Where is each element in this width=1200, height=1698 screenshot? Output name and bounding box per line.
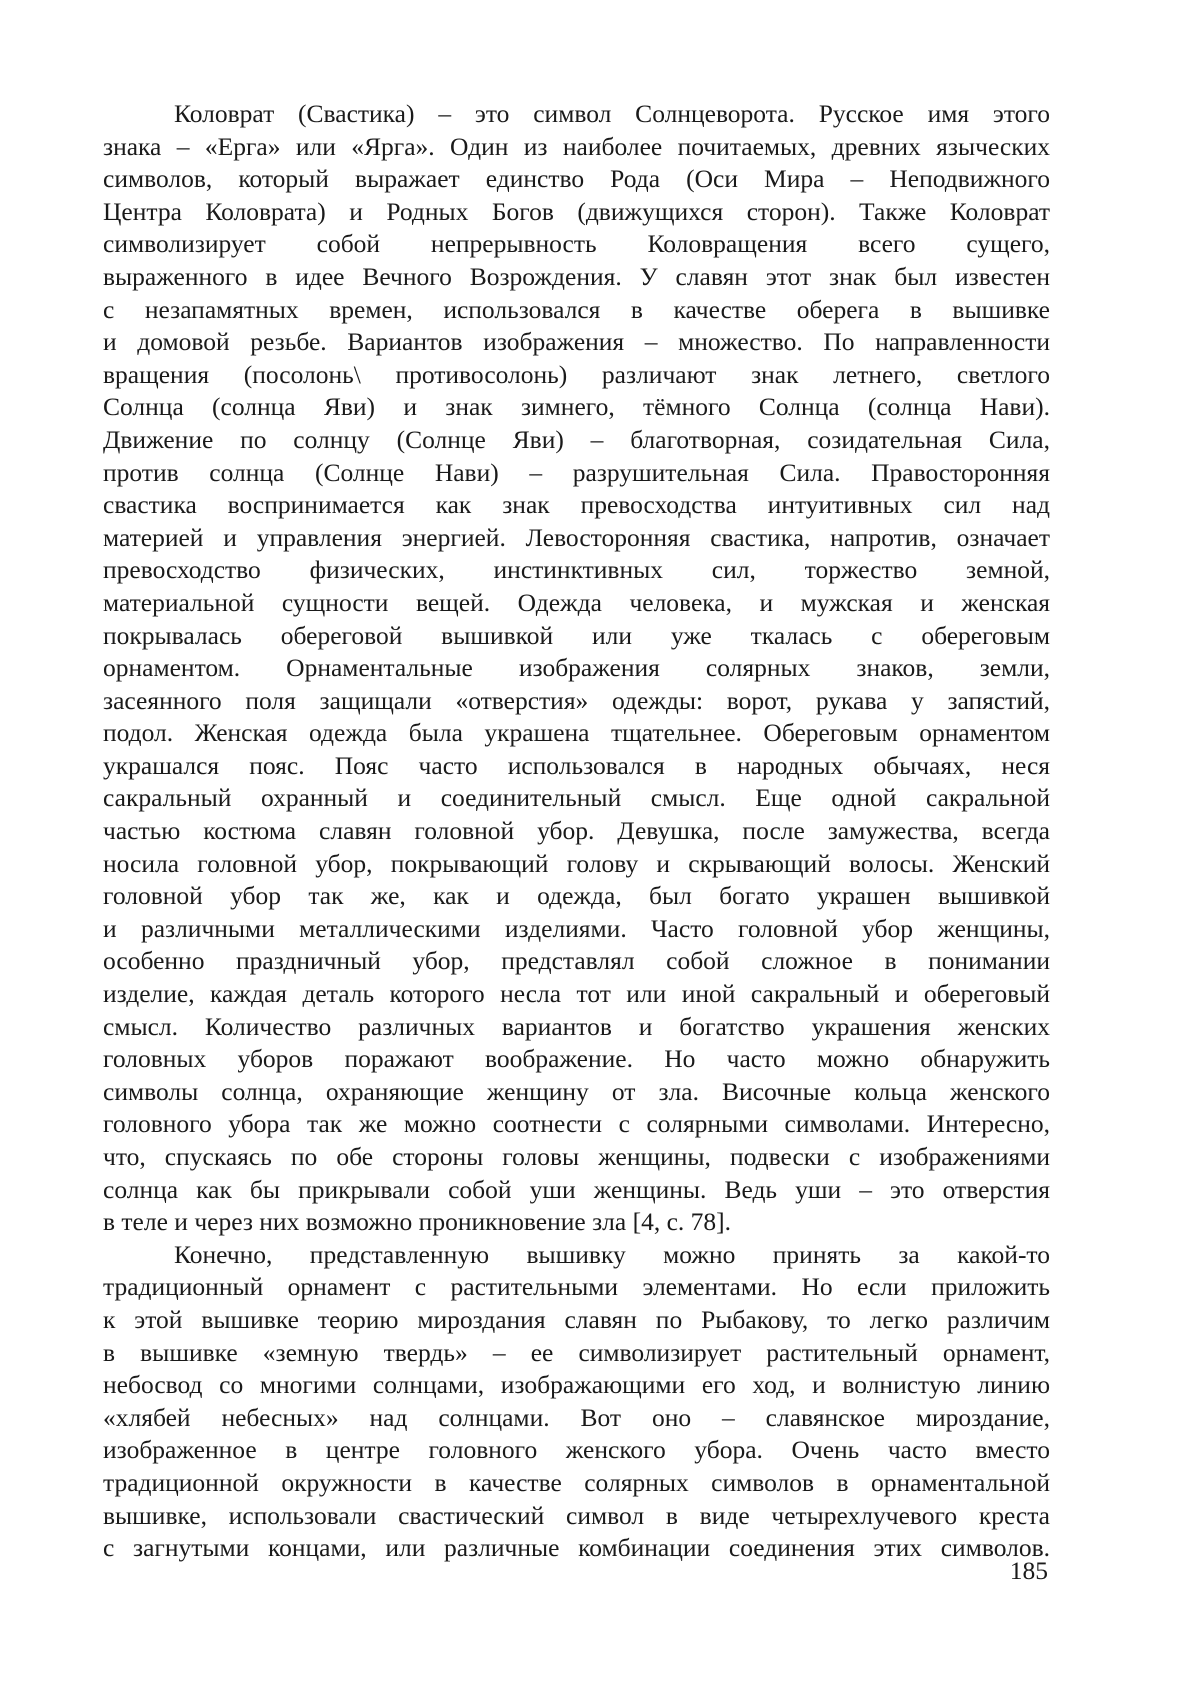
paragraph-1-line-32: головного убора так же можно соотнести с солярными символами. Интересно, xyxy=(103,1109,1050,1139)
paragraph-1-line-5: символизирует собой непрерывность Коловращения всего сущего, xyxy=(103,229,1050,259)
paragraph-1-line-4: Центра Коловрата) и Родных Богов (движущихся сторон). Также Коловрат xyxy=(103,196,1050,226)
paragraph-1-line-12: против солнца (Солнце Нави) – разрушительная Сила. Правосторонняя xyxy=(103,457,1050,487)
paragraph-1-line-1: Коловрат (Свастика) – это символ Солнцеворота. Русское имя этого xyxy=(174,99,1050,128)
paragraph-2-line-6: «хлябей небесных» над солнцами. Вот оно – славянское мироздание, xyxy=(103,1402,1050,1432)
paragraph-1-line-19: засеянного поля защищали «отверстия» одежды: ворот, рукава у запястий, xyxy=(103,685,1050,715)
paragraph-2-line-8: традиционной окружности в качестве солярных символов в орнаментальной xyxy=(103,1467,1050,1497)
paragraph-2-line-7: изображенное в центре головного женского убора. Очень часто вместо xyxy=(103,1435,1050,1465)
page-number: 185 xyxy=(1009,1556,1048,1585)
paragraph-1-line-17: покрывалась обереговой вышивкой или уже ткалась с обереговым xyxy=(103,620,1050,650)
paragraph-2-line-5: небосвод со многими солнцами, изображающими его ход, и волнистую линию xyxy=(103,1370,1050,1400)
paragraph-1-line-16: материальной сущности вещей. Одежда человека, и мужская и женская xyxy=(103,587,1050,617)
paragraph-2-line-4: в вышивке «земную твердь» – ее символизирует растительный орнамент, xyxy=(103,1337,1050,1367)
paragraph-2-line-10: с загнутыми концами, или различные комбинации соединения этих символов. xyxy=(103,1533,1050,1563)
paragraph-1-line-27: особенно праздничный убор, представлял собой сложное в понимании xyxy=(103,946,1050,976)
paragraph-1-line-34: солнца как бы прикрывали собой уши женщины. Ведь уши – это отверстия xyxy=(103,1174,1050,1204)
paragraph-1-line-18: орнаментом. Орнаментальные изображения солярных знаков, земли, xyxy=(103,653,1050,683)
paragraph-2-line-9: вышивке, использовали свастический символ в виде четырехлучевого креста xyxy=(103,1500,1050,1530)
paragraph-1-line-26: и различными металлическими изделиями. Часто головной убор женщины, xyxy=(103,913,1050,943)
paragraph-2-line-3: к этой вышивке теорию мироздания славян по Рыбакову, то легко различим xyxy=(103,1304,1050,1334)
paragraph-1-line-20: подол. Женская одежда была украшена тщательнее. Обереговым орнаментом xyxy=(103,718,1050,748)
paragraph-1-line-23: частью костюма славян головной убор. Девушка, после замужества, всегда xyxy=(103,816,1050,846)
paragraph-1-line-15: превосходство физических, инстинктивных сил, торжество земной, xyxy=(103,555,1050,585)
paragraph-1-line-7: с незапамятных времен, использовался в качестве оберега в вышивке xyxy=(103,294,1050,324)
paragraph-1-line-31: символы солнца, охраняющие женщину от зла. Височные кольца женского xyxy=(103,1076,1050,1106)
paragraph-1-line-14: материей и управления энергией. Левосторонняя свастика, напротив, означает xyxy=(103,522,1050,552)
paragraph-1-line-6: выраженного в идее Вечного Возрождения. У славян этот знак был известен xyxy=(103,261,1050,291)
paragraph-1-line-11: Движение по солнцу (Солнце Яви) – благотворная, созидательная Сила, xyxy=(103,424,1050,454)
paragraph-1-line-35: в теле и через них возможно проникновение зла [4, с. 78]. xyxy=(103,1207,732,1237)
paragraph-1-line-30: головных уборов поражают воображение. Но часто можно обнаружить xyxy=(103,1044,1050,1074)
paragraph-1-line-3: символов, который выражает единство Рода (Оси Мира – Неподвижного xyxy=(103,164,1050,194)
paragraph-1-line-29: смысл. Количество различных вариантов и богатство украшения женских xyxy=(103,1011,1050,1041)
paragraph-2-line-1: Конечно, представленную вышивку можно принять за какой-то xyxy=(174,1239,1050,1269)
paragraph-2-line-2: традиционный орнамент с растительными элементами. Но если приложить xyxy=(103,1272,1050,1302)
paragraph-1-line-24: носила головной убор, покрывающий голову и скрывающий волосы. Женский xyxy=(103,848,1050,878)
paragraph-1-line-25: головной убор так же, как и одежда, был богато украшен вышивкой xyxy=(103,881,1050,911)
paragraph-1-line-22: сакральный охранный и соединительный смысл. Еще одной сакральной xyxy=(103,783,1050,813)
document-body xyxy=(103,98,1050,1565)
paragraph-1-line-2: знака – «Ерга» или «Ярга». Один из наиболее почитаемых, древних языческих xyxy=(103,131,1050,161)
paragraph-1-line-8: и домовой резьбе. Вариантов изображения – множество. По направленности xyxy=(103,327,1050,357)
paragraph-1-line-13: свастика воспринимается как знак превосходства интуитивных сил над xyxy=(103,490,1050,520)
paragraph-1-line-33: что, спускаясь по обе стороны головы женщины, подвески с изображениями xyxy=(103,1142,1050,1171)
paragraph-1-line-28: изделие, каждая деталь которого несла тот или иной сакральный и обереговый xyxy=(103,979,1050,1009)
paragraph-1-line-21: украшался пояс. Пояс часто использовался в народных обычаях, неся xyxy=(103,750,1050,780)
paragraph-1-line-10: Солнца (солнца Яви) и знак зимнего, тёмного Солнца (солнца Нави). xyxy=(103,392,1050,422)
paragraph-1-line-9: вращения (посолонь\ противосолонь) различают знак летнего, светлого xyxy=(103,359,1050,389)
